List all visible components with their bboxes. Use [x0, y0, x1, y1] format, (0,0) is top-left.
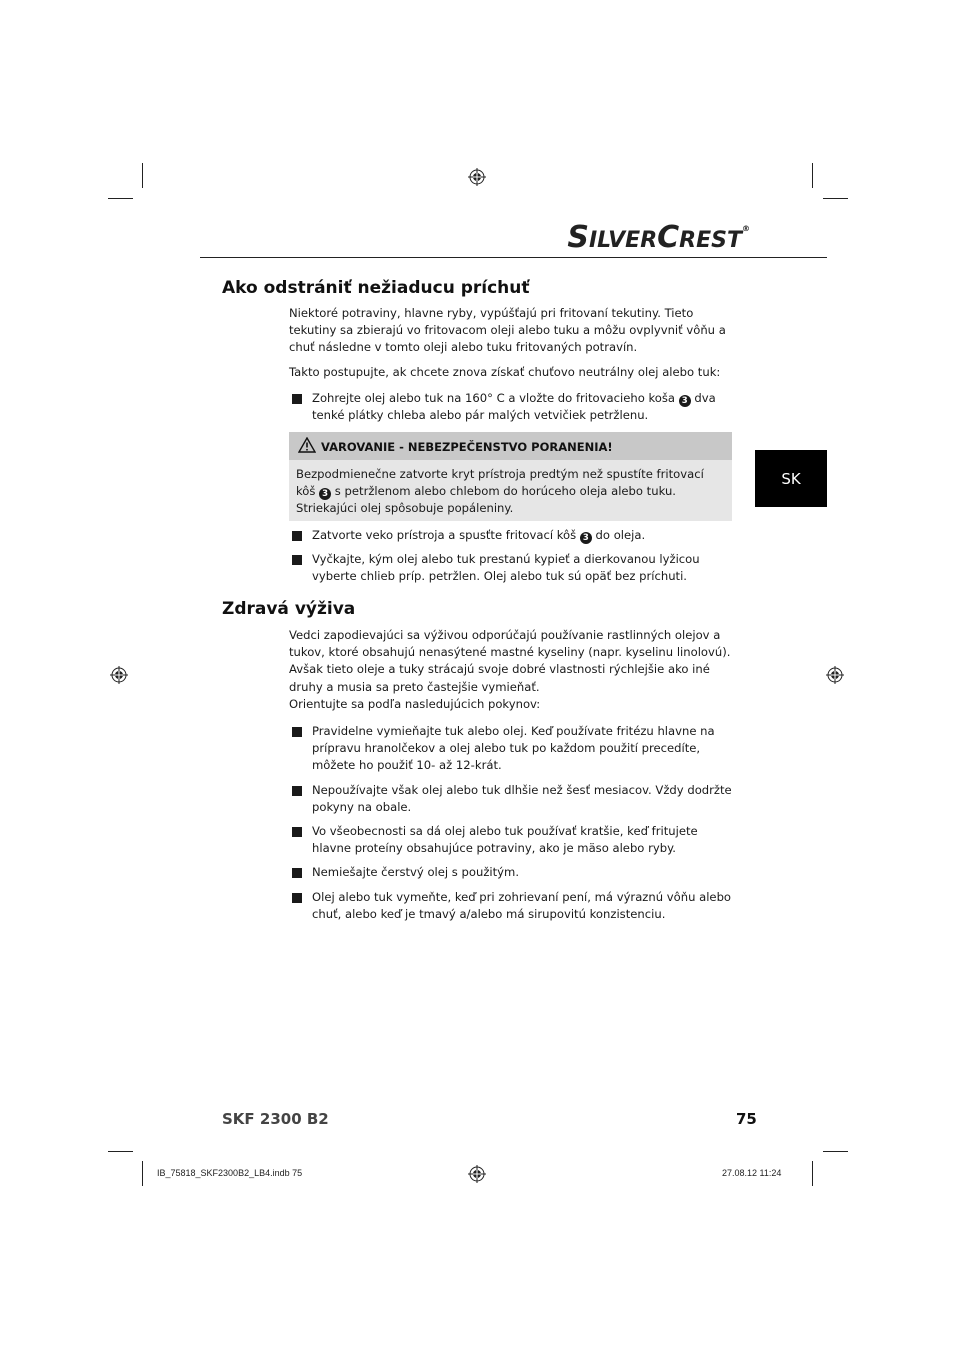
language-tab: [755, 450, 827, 507]
registered-mark: ®: [742, 224, 750, 233]
bullet-icon: [292, 893, 302, 903]
list-item: Pravidelne vymieňajte tuk alebo olej. Keď používate fritézu hlavne na prípravu hranolčekov a olej alebo tuk po každom použití precedíte, môžete ho použiť 10- až 12-krát.: [312, 724, 715, 773]
bullet-icon: [292, 394, 302, 404]
crop-mark: [823, 1151, 848, 1152]
brand-letter: S: [567, 220, 589, 255]
brand-letters: REST: [679, 228, 742, 253]
list-item: [312, 390, 734, 424]
list-item: Nepoužívajte však olej alebo tuk dlhšie než šesť mesiacov. Vždy dodržte pokyny na obale.: [312, 783, 732, 815]
crop-mark: [812, 163, 813, 188]
header-rule: [200, 257, 827, 258]
part-number-badge: 3: [679, 395, 691, 407]
part-number-badge: 3: [319, 488, 331, 500]
model-number: SKF 2300 B2: [222, 1110, 329, 1128]
bullet-icon: [292, 827, 302, 837]
list-item-text: Zohrejte olej alebo tuk na 160° C a vložte do fritovacieho koša: [312, 391, 679, 405]
crop-mark: [108, 1151, 133, 1152]
list-item: Vyčkajte, kým olej alebo tuk prestanú kypieť a dierkovanou lyžicou vyberte chlieb príp. petržlen. Olej alebo tuk sú opäť bez príchuti.: [312, 552, 700, 584]
crop-mark: [108, 198, 133, 199]
crop-mark: [142, 163, 143, 188]
part-number-badge: 3: [580, 532, 592, 544]
list-item-text: Zatvorte veko prístroja a spusťte fritovací kôš: [312, 528, 580, 542]
registration-mark-icon: [826, 666, 844, 684]
paragraph: Vedci zapodievajúci sa výživou odporúčajú používanie rastlinných olejov a tukov, ktoré obsahujú nenasýtené mastné kyseliny (napr. kyselinu linolovú). Avšak tieto oleje a tuky strácajú svoje dobré vlastnosti rýchlejšie ako iné druhy a musia sa preto častejšie vymieňať.: [289, 628, 731, 694]
crop-mark: [142, 1161, 143, 1186]
list-item-text: do oleja.: [591, 528, 646, 542]
registration-mark-icon: [110, 666, 128, 684]
bullet-icon: [292, 555, 302, 565]
crop-mark: [823, 198, 848, 199]
warning-title: VAROVANIE - NEBEZPEČENSTVO PORANENIA!: [321, 440, 613, 454]
section-heading: Zdravá výživa: [222, 599, 356, 619]
list-item: [312, 527, 734, 544]
print-slug-file: IB_75818_SKF2300B2_LB4.indb 75: [157, 1168, 303, 1178]
warning-text: [296, 466, 726, 518]
crop-mark: [812, 1161, 813, 1186]
paragraph: Orientujte sa podľa nasledujúcich pokynov:: [289, 697, 541, 711]
warning-text-part: Bezpodmienečne zatvorte kryt prístroja predtým než spustíte fritovací kôš: [296, 467, 704, 499]
registration-mark-icon: [468, 168, 486, 186]
page-number: 75: [736, 1110, 757, 1128]
bullet-icon: [292, 531, 302, 541]
bullet-icon: [292, 727, 302, 737]
language-tab-label: SK: [781, 469, 801, 488]
bullet-icon: [292, 868, 302, 878]
section-heading: Ako odstrániť nežiaducu príchuť: [222, 278, 530, 298]
list-item: Nemiešajte čerstvý olej s použitým.: [312, 865, 520, 879]
registration-mark-icon: [468, 1165, 486, 1183]
paragraph: Takto postupujte, ak chcete znova získať chuťovo neutrálny olej alebo tuk:: [289, 365, 721, 379]
print-slug-date: 27.08.12 11:24: [722, 1168, 782, 1178]
bullet-icon: [292, 786, 302, 796]
brand-letters: ILVER: [588, 228, 658, 253]
brand-letter: C: [657, 220, 680, 255]
paragraph: Niektoré potraviny, hlavne ryby, vypúšťajú pri fritovaní tekutiny. Tieto tekutiny sa zbierajú vo fritovacom oleji alebo tuku a môžu ovplyvniť vôňu a chuť následne v tomto oleji alebo tuku fritovaných potravín.: [289, 306, 726, 355]
brand-logo: [560, 220, 750, 255]
warning-text-part: s petržlenom alebo chlebom do horúceho oleja alebo tuku. Striekajúci olej spôsobuje popáleniny.: [296, 484, 676, 516]
list-item-text: dva tenké plátky chleba alebo pár malých vetvičiek petržlenu.: [312, 391, 716, 423]
warning-body: [289, 460, 732, 521]
warning-triangle-icon: [298, 437, 316, 453]
list-item: Vo všeobecnosti sa dá olej alebo tuk používať kratšie, keď fritujete hlavne proteíny obsahujúce potraviny, ako je mäso alebo ryby.: [312, 824, 698, 856]
list-item: Olej alebo tuk vymeňte, keď pri zohrievaní pení, má výraznú vôňu alebo chuť, alebo keď je tmavý a/alebo má sirupovitú konzistenciu.: [312, 890, 732, 922]
warning-header: [289, 432, 732, 460]
